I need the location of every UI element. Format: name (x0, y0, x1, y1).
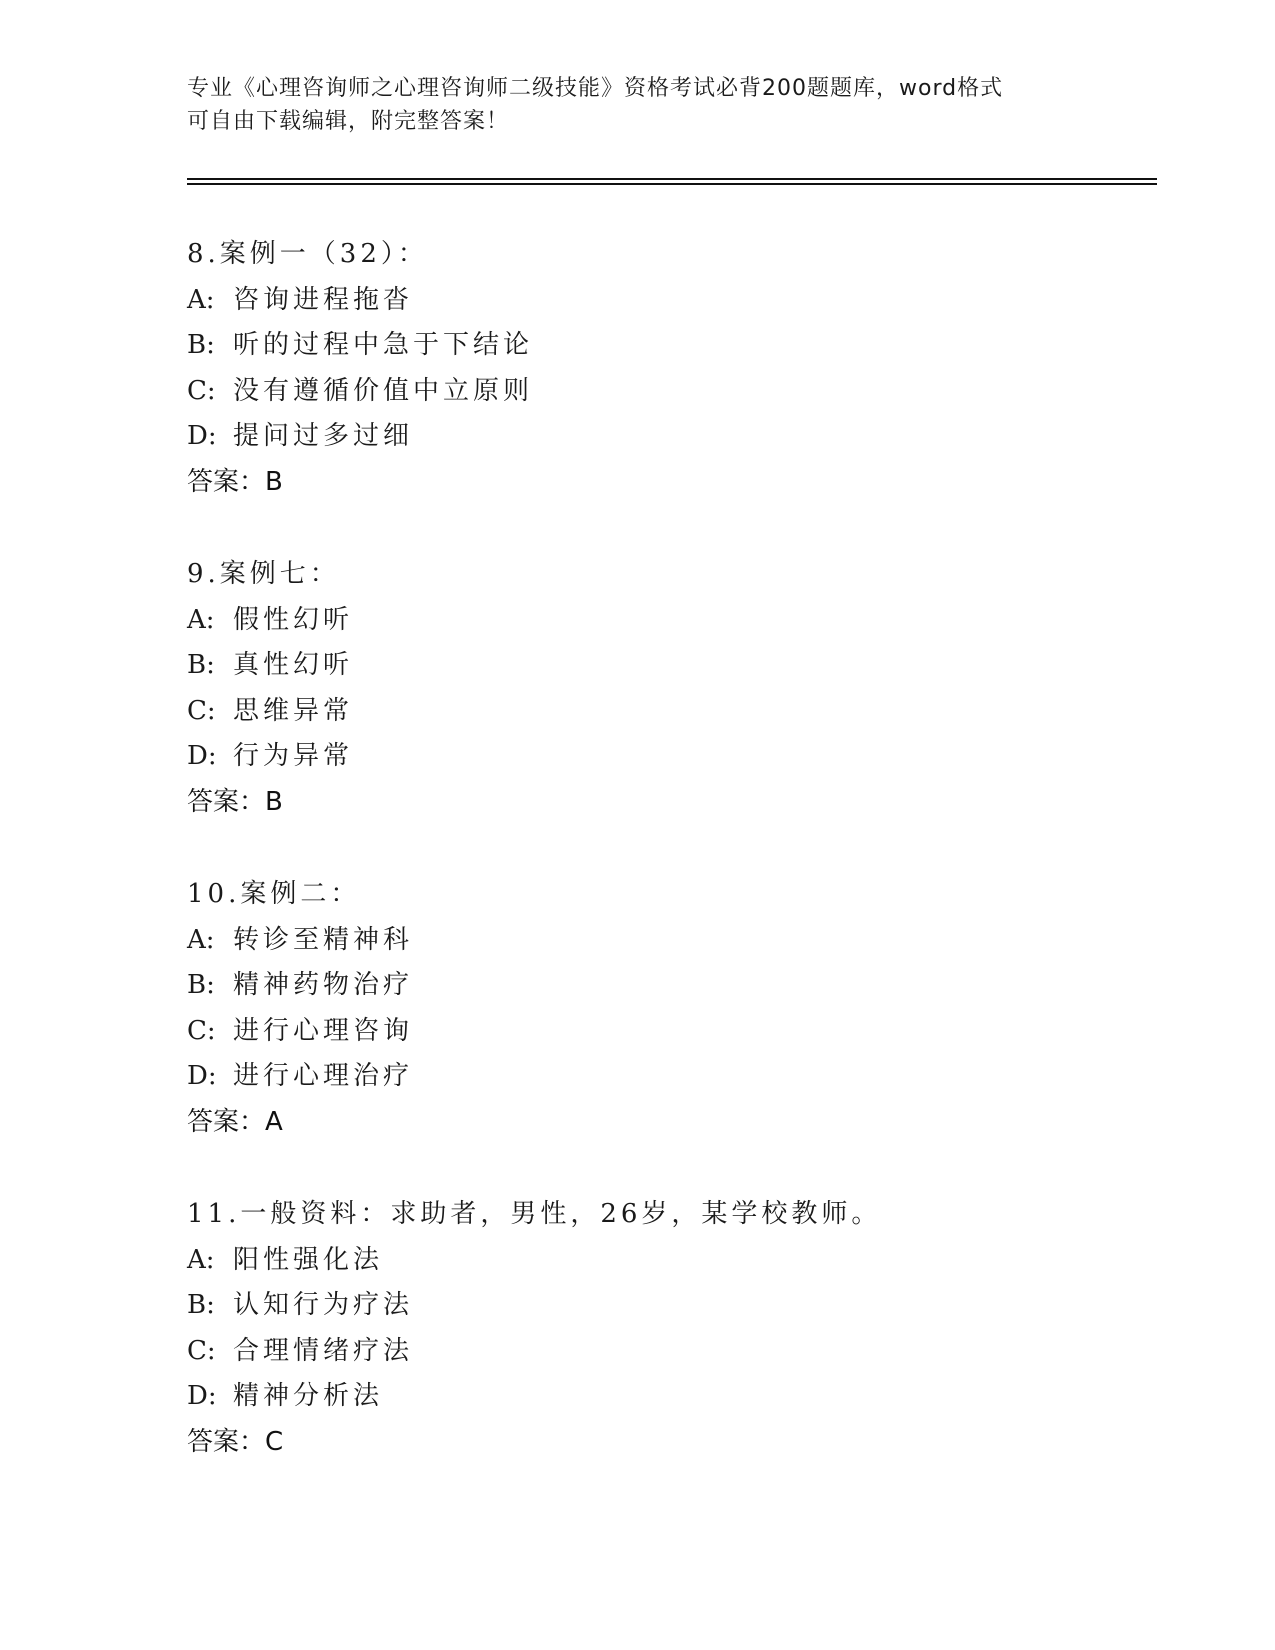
option-text: 行为异常 (233, 741, 354, 771)
option-text: 真性幻听 (233, 650, 354, 680)
option-letter: B: (187, 970, 215, 1000)
option-d (187, 1054, 1147, 1100)
option-text: 进行心理咨询 (233, 1015, 414, 1046)
option-letter: B: (187, 330, 215, 360)
question-item (187, 552, 1147, 825)
option-text: 精神分析法 (233, 1381, 384, 1411)
option-text: 阳性强化法 (233, 1244, 384, 1275)
answer-line: 答案：B (187, 466, 283, 497)
header-line-1: 专业《心理咨询师之心理咨询师二级技能》资格考试必背200题题库，word格式 (187, 76, 1004, 101)
option-text: 假性幻听 (233, 604, 354, 635)
option-b (187, 963, 1147, 1009)
question-item (187, 232, 1147, 505)
option-letter: C: (187, 1335, 216, 1366)
header-divider-bottom (187, 183, 1157, 185)
answer-line: 答案：C (187, 1426, 284, 1457)
option-letter: B: (187, 650, 215, 680)
option-letter: D: (187, 1061, 217, 1091)
option-a (187, 1238, 1147, 1284)
option-b (187, 643, 1147, 689)
question-stem: 11.一般资料：求助者，男性，26岁，某学校教师。 (187, 1199, 882, 1229)
option-text: 精神药物治疗 (233, 970, 414, 1000)
header-divider-top (187, 178, 1157, 180)
option-letter: C: (187, 375, 216, 406)
option-d (187, 1374, 1147, 1420)
option-text: 合理情绪疗法 (233, 1335, 414, 1366)
option-c (187, 1329, 1147, 1375)
option-a (187, 918, 1147, 964)
option-letter: A: (187, 604, 215, 635)
header-line-2: 可自由下载编辑，附完整答案！ (187, 109, 510, 134)
option-d (187, 414, 1147, 460)
option-text: 认知行为疗法 (233, 1290, 414, 1320)
question-list (187, 232, 1147, 1512)
option-letter: C: (187, 695, 216, 726)
option-c (187, 689, 1147, 735)
option-text: 进行心理治疗 (233, 1061, 414, 1091)
question-item (187, 1192, 1147, 1465)
answer-line: 答案：A (187, 1106, 283, 1137)
option-letter: A: (187, 284, 215, 315)
option-a (187, 278, 1147, 324)
question-stem: 10.案例二： (187, 879, 361, 909)
option-letter: A: (187, 1244, 215, 1275)
option-text: 没有遵循价值中立原则 (233, 375, 534, 406)
option-c (187, 369, 1147, 415)
option-letter: D: (187, 741, 217, 771)
document-header (187, 72, 1087, 138)
option-c (187, 1009, 1147, 1055)
answer-line: 答案：B (187, 786, 283, 817)
option-b (187, 323, 1147, 369)
option-d (187, 734, 1147, 780)
option-text: 转诊至精神科 (233, 924, 414, 955)
option-text: 思维异常 (233, 695, 354, 726)
option-b (187, 1283, 1147, 1329)
question-item (187, 872, 1147, 1145)
question-stem: 8.案例一（32）： (187, 239, 428, 269)
option-text: 提问过多过细 (233, 421, 414, 451)
option-text: 听的过程中急于下结论 (233, 330, 534, 360)
option-letter: D: (187, 421, 217, 451)
option-letter: D: (187, 1381, 217, 1411)
option-a (187, 598, 1147, 644)
option-letter: C: (187, 1015, 216, 1046)
option-letter: A: (187, 924, 215, 955)
option-letter: B: (187, 1290, 215, 1320)
option-text: 咨询进程拖沓 (233, 284, 414, 315)
question-stem: 9.案例七： (187, 559, 340, 589)
